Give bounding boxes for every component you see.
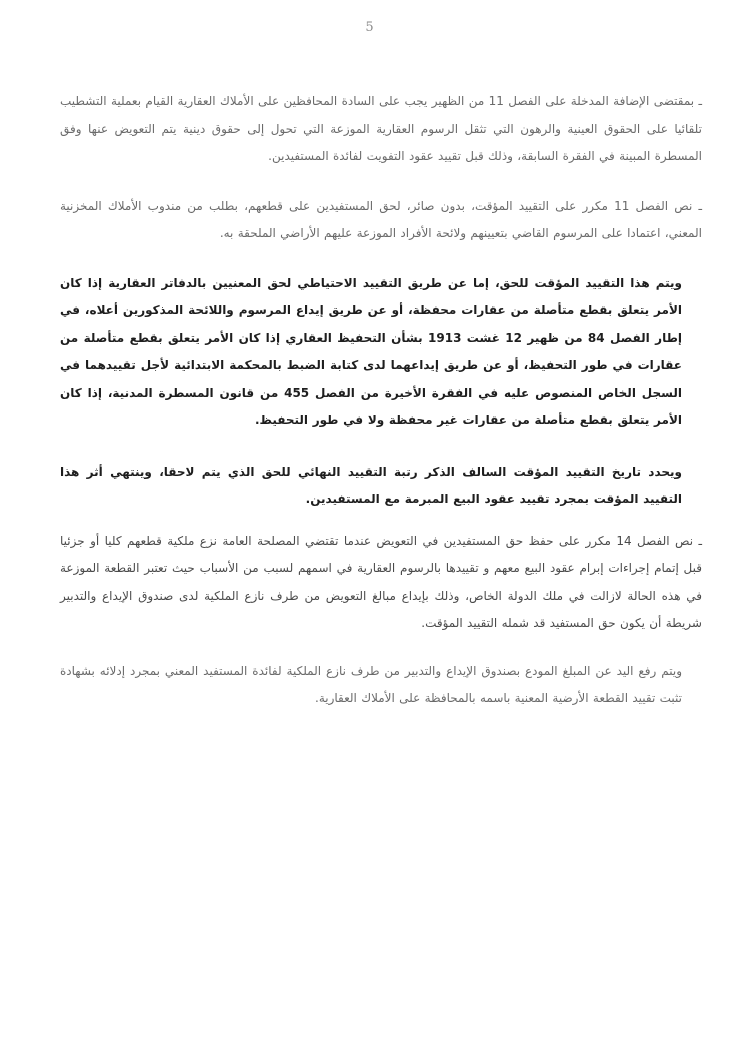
paragraph-article-11-amendment: ـ بمقتضى الإضافة المدخلة على الفصل 11 من الظهير يجب على السادة المحافظين على الأملاك العقارية القيام بعملية التشطيب تلقائيا على الحقوق العينية والرهون التي تثقل الرسوم العقارية الموزعة التي تحول إلى حقوق دينية يتم التعويض عنها وفق المسطرة المبينة في الفقرة السابقة، وذلك قبل تقييد عقود التفويت لفائدة المستفيدين. xyxy=(60,94,703,163)
paragraph-article-14-bis: ـ نص الفصل 14 مكرر على حفظ حق المستفيدين في التعويض عندما تقتضي المصلحة العامة نزع ملكية قطعهم كليا أو جزئيا قبل إتمام إجراءات إبرام عقود البيع معهم و تقييدها بالرسوم العقارية في اسمهم لسبب من الأسباب حيث تعتبر القطعة الموزعة في هذه الحالة لازالت في ملك الدولة الخاص، وذلك بإيداع مبالغ التعويض من طرف نازع الملكية لدى صندوق الإيداع والتدبير شريطة أن يكون حق المستفيد قد شمله التقييد المؤقت. xyxy=(60,533,703,630)
page-number: 5 xyxy=(365,20,374,35)
paragraph-provisional-registration: ويتم هذا التقييد المؤقت للحق، إما عن طريق التقييد الاحتياطي لحق المعنيين بالدفاتر العقارية إذا كان الأمر يتعلق بقطع متأصلة من عقارات محفظة، أو عن طريق إيداع المرسوم واللائحة المذكورين أعلاه، في إطار الفصل 84 من ظهير 12 غشت 1913 بشأن التحفيظ العقاري إذا كان الأمر يتعلق بقطع متأصلة من عقارات في طور التحفيظ، أو عن طريق إيداعهما لدى كتابة الضبط بالمحكمة الابتدائية لأجل تقييدهما في السجل الخاص المنصوص عليه في الفقرة الأخيرة من الفصل 455 من قانون المسطرة المدنية، إذا كان الأمر يتعلق بقطع متأصلة من عقارات غير محفظة ولا في طور التحفيظ. xyxy=(60,275,682,427)
paragraph-release-of-funds: ويتم رفع اليد عن المبلغ المودع بصندوق الإيداع والتدبير من طرف نازع الملكية لفائدة المستفيد المعني بمجرد إدلائه بشهادة تثبت تقييد القطعة الأرضية المعنية باسمه بالمحافظة على الأملاك العقارية. xyxy=(60,663,682,705)
document-body xyxy=(60,88,702,713)
paragraph-article-11-bis: ـ نص الفصل 11 مكرر على التقييد المؤقت، بدون صائر، لحق المستفيدين على قطعهم، بطلب من مندوب الأملاك المخزنية المعني، اعتمادا على المرسوم القاضي بتعيينهم ولائحة الأفراد الموزعة عليهم الأراضي الملحقة به. xyxy=(60,198,702,240)
paragraph-registration-rank: ويحدد تاريخ التقييد المؤقت السالف الذكر رتبة التقييد النهائي للحق الذي يتم لاحقا، وينتهي أثر هذا التقييد المؤقت بمجرد تقييد عقود البيع المبرمة مع المستفيدين. xyxy=(60,464,682,506)
